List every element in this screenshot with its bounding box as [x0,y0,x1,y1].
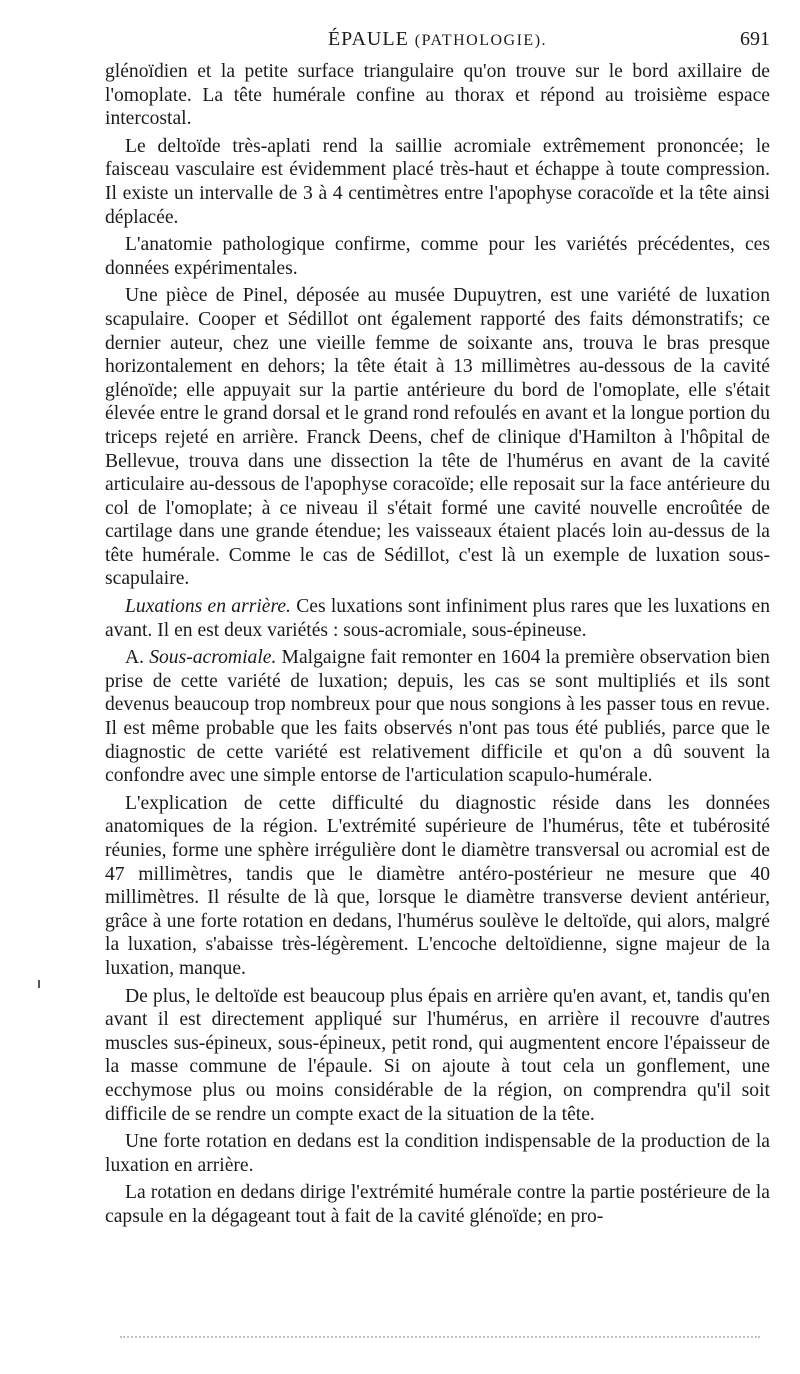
paragraph-luxations-en-arriere: Luxations en arrière. Ces luxations sont infiniment plus rares que les luxations en avant. Il en est deux variétés : sous-acromiale, sous-épineuse. [105,596,770,641]
running-title [105,28,770,51]
body-text [105,60,770,1233]
page-number: 691 [740,28,770,50]
paragraph: L'explication de cette difficulté du diagnostic réside dans les données anatomiques de la région. L'extrémité supérieure de l'humérus, tête et tubérosité réunies, forme une sphère irrégulière dont le diamètre transversal ou acromial est de 47 millimètres, tandis que le diamètre antéro-postérieur ne mesure que 40 millimètres. Il résulte de là que, lorsque le diamètre transverse devient antérieur, grâce à une forte rotation en dedans, l'humérus soulève le deltoïde, qui alors, malgré la luxation, s'abaisse très-légèrement. L'encoche deltoïdienne, signe majeur de la luxation, manque. [105,792,770,979]
paragraph: glénoïdien et la petite surface triangulaire qu'on trouve sur le bord axillaire de l'omoplate. La tête humérale confine au thorax et répond au troisième espace intercostal. [105,61,770,130]
header-title: ÉPAULE [327,28,409,50]
margin-mark [38,980,40,988]
section-lead: Luxations en arrière. [125,596,291,618]
paragraph-sous-acromiale: A. Sous-acromiale. Malgaigne fait remonter en 1604 la première observation bien prise de cette variété de luxation; depuis, les cas se sont multipliés et ils sont devenus beaucoup trop nombreux pour que nous songions à les passer tous en revue. Il est même probable que les faits observés n'ont pas tous été publiés, parce que le diagnostic de cette variété est relativement difficile et qu'on a dû souvent la confondre avec une simple entorse de l'articulation scapulo-humérale. [105,647,770,787]
footer-print-line [120,1336,760,1341]
section-lead: Sous-acromiale. [149,647,277,669]
paragraph: Une forte rotation en dedans est la condition indispensable de la production de la luxation en arrière. [105,1131,770,1176]
paragraph: Le deltoïde très-aplati rend la saillie acromiale extrêmement prononcée; le faisceau vasculaire est évidemment placé très-haut et échappe à toute compression. Il existe un intervalle de 3 à 4 centimètres entre l'apophyse coracoïde et la tête ainsi déplacée. [105,135,770,228]
header-subtitle: (PATHOLOGIE). [414,32,548,49]
paragraph: Une pièce de Pinel, déposée au musée Dupuytren, est une variété de luxation scapulaire. Cooper et Sédillot ont également rapporté des faits démonstratifs; ce dernier auteur, chez une vieille femme de soixante ans, trouva le bras presque horizontalement en dehors; la tête était à 13 millimètres au-dessous de la cavité glénoïde; elle appuyait sur la partie antérieure du bord de l'omoplate, elle s'était élevée entre le grand dorsal et le grand rond refoulés en avant et la longue portion du triceps rejeté en arrière. Franck Deens, chef de clinique d'Hamilton à l'hôpital de Bellevue, trouva dans une dissection la tête de l'humérus en avant de la cavité articulaire au-dessous de l'apophyse coracoïde; elle reposait sur la face antérieure du col de l'omoplate; à ce niveau il s'était formé une cavité nouvelle encroûtée de cartilage dans une grande étendue; les vaisseaux étaient placés loin au-dessus de la tête humérale. Comme le cas de Sédillot, c'est là un exemple de luxation sous-scapulaire. [105,285,770,590]
paragraph: La rotation en dedans dirige l'extrémité humérale contre la partie postérieure de la capsule en la dégageant tout à fait de la cavité glénoïde; en pro- [105,1182,770,1227]
running-header [105,28,770,58]
paragraph: L'anatomie pathologique confirme, comme pour les variétés précédentes, ces données expérimentales. [105,234,770,279]
paragraph: De plus, le deltoïde est beaucoup plus épais en arrière qu'en avant, et, tandis qu'en avant il est directement appliqué sur l'humérus, en arrière il recouvre d'autres muscles sus-épineux, sous-épineux, petit rond, qui augmentent encore l'épaisseur de la masse commune de l'épaule. Si on ajoute à tout cela un gonflement, une ecchymose plus ou moins considérable de la région, on comprendra qu'il soit difficile de se rendre un compte exact de la situation de la tête. [105,985,770,1125]
